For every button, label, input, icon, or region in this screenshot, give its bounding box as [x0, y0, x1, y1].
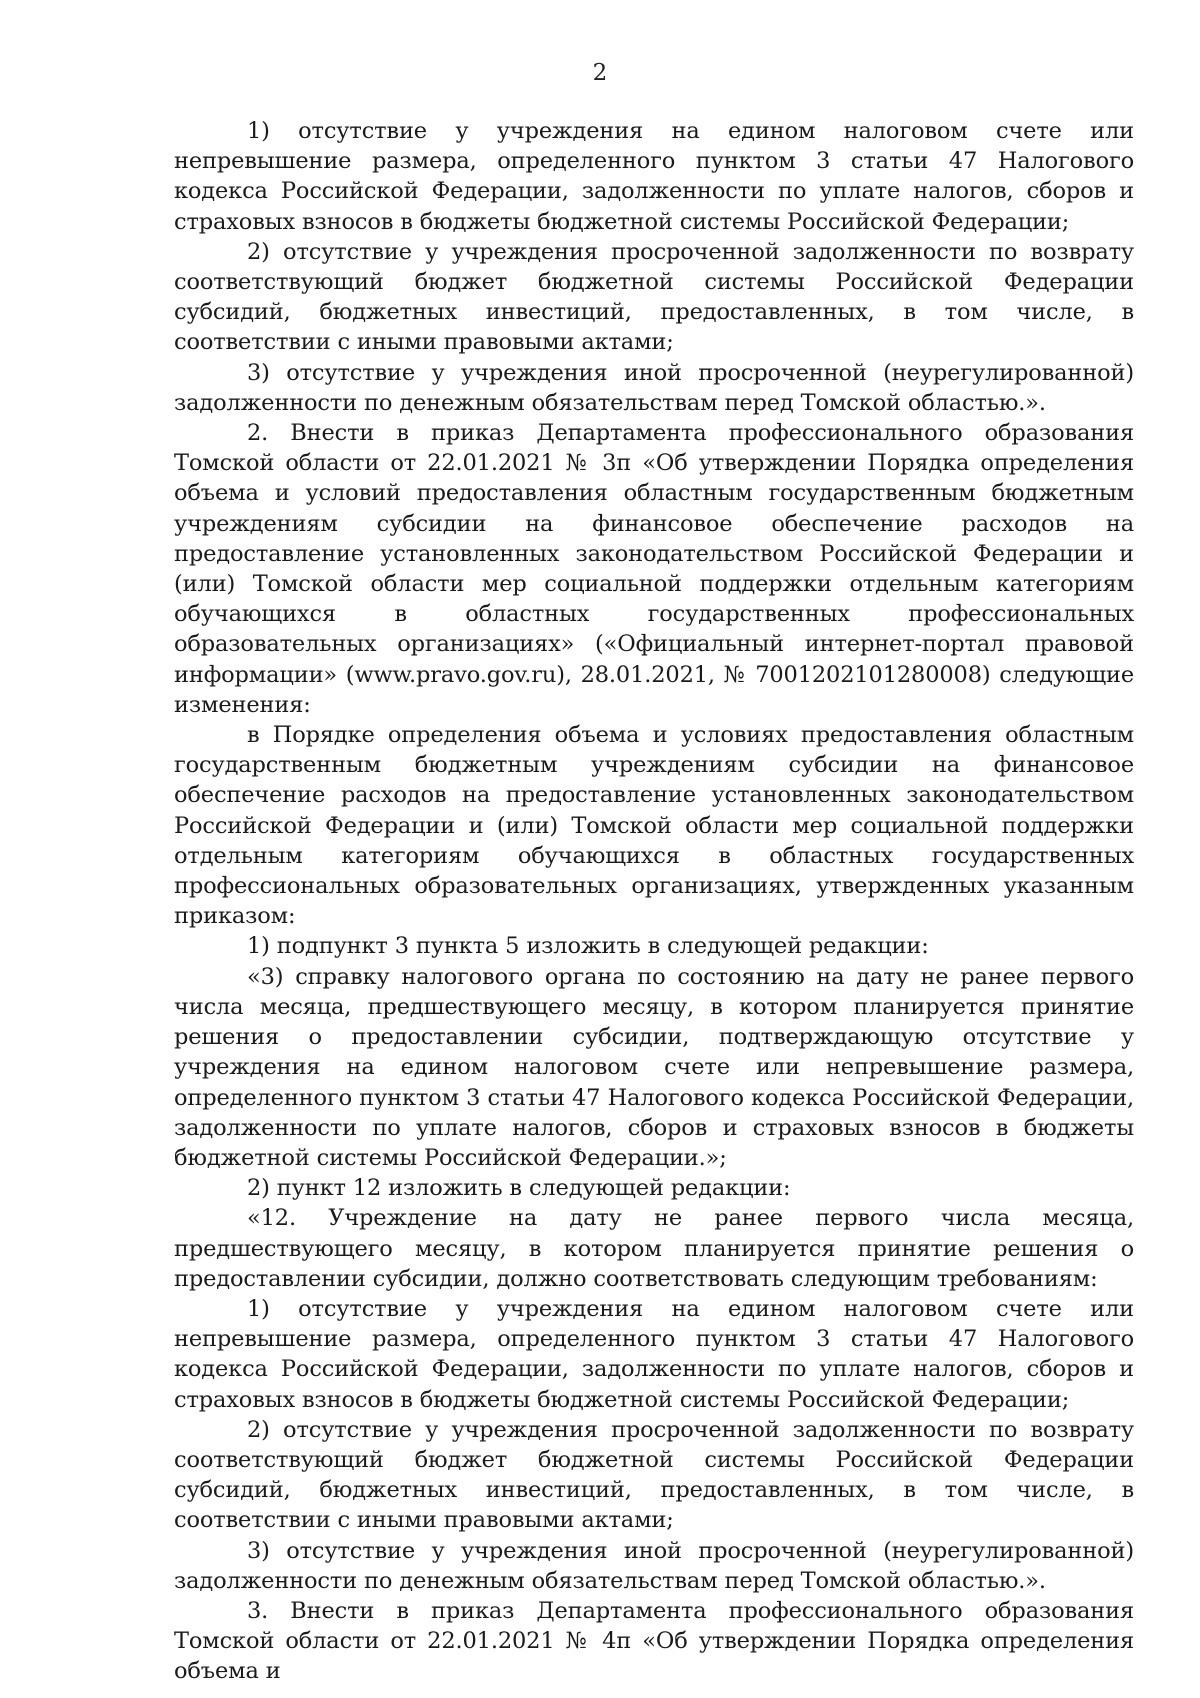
paragraph-item-3-other-debt: 3) отсутствие у учреждения иной просроченной (неурегулированной) задолженности по денежным обязательствам перед Томской областью.».	[174, 359, 1134, 416]
paragraph-req-2-overdue-debt: 2) отсутствие у учреждения просроченной задолженности по возврату соответствующий бюджет бюджетной системы Российской Федерации субсидий, бюджетных инвестиций, предоставленных, в том числе, в соответствии с иными правовыми актами;	[174, 1416, 1134, 1534]
paragraph-procedure-changes: в Порядке определения объема и условиях предоставления областным государственным бюджетным учреждениям субсидии на финансовое обеспечение расходов на предоставление установленных законодательством Российской Федерации и (или) Томской области мер социальной поддержки отдельным категориям обучающихся в областных государственных профессиональных образовательных организациях, утвержденных указанным приказом:	[174, 722, 1134, 930]
paragraph-section-2-order-3p: 2. Внести в приказ Департамента профессионального образования Томской области от 22.01.2021 № 3п «Об утверждении Порядка определения объема и условий предоставления областным государственным бюджетным учреждениям субсидии на финансовое обеспечение расходов на предоставление установленных законодательством Российской Федерации и (или) Томской области мер социальной поддержки отдельным категориям обучающихся в областных государственных профессиональных образовательных организациях» («Официальный интернет-портал правовой информации» (www.pravo.gov.ru), 28.01.2021, № 7001202101280008) следующие изменения:	[174, 420, 1134, 718]
paragraph-req-1-tax-debt: 1) отсутствие у учреждения на едином налоговом счете или непревышение размера, определенного пунктом 3 статьи 47 Налогового кодекса Российской Федерации, задолженности по уплате налогов, сборов и страховых взносов в бюджеты бюджетной системы Российской Федерации;	[174, 1295, 1134, 1413]
paragraph-point-12-text: «12. Учреждение на дату не ранее первого числа месяца, предшествующего месяцу, в котором планируется принятие решения о предоставлении субсидии, должно соответствовать следующим требованиям:	[174, 1205, 1134, 1292]
paragraph-point-12-edit: 2) пункт 12 изложить в следующей редакции:	[247, 1175, 791, 1202]
paragraph-req-3-other-debt: 3) отсутствие у учреждения иной просроченной (неурегулированной) задолженности по денежным обязательствам перед Томской областью.».	[174, 1537, 1134, 1594]
page-number: 2	[592, 60, 608, 86]
paragraph-section-3-order-4p: 3. Внести в приказ Департамента профессионального образования Томской области от 22.01.2021 № 4п «Об утверждении Порядка определения объема и	[174, 1597, 1134, 1685]
paragraph-item-2-overdue-debt: 2) отсутствие у учреждения просроченной задолженности по возврату соответствующий бюджет бюджетной системы Российской Федерации субсидий, бюджетных инвестиций, предоставленных, в том числе, в соответствии с иными правовыми актами;	[174, 238, 1134, 356]
document-body	[174, 116, 1134, 1687]
paragraph-item-1-tax-debt: 1) отсутствие у учреждения на едином налоговом счете или непревышение размера, определенного пунктом 3 статьи 47 Налогового кодекса Российской Федерации, задолженности по уплате налогов, сборов и страховых взносов в бюджеты бюджетной системы Российской Федерации;	[174, 118, 1134, 235]
paragraph-subitem-3-point-5: 1) подпункт 3 пункта 5 изложить в следующей редакции:	[247, 933, 929, 960]
paragraph-tax-certificate: «3) справку налогового органа по состоянию на дату не ранее первого числа месяца, предшествующего месяцу, в котором планируется принятие решения о предоставлении субсидии, подтверждающую отсутствие у учреждения на едином налоговом счете или непревышение размера, определенного пунктом 3 статьи 47 Налогового кодекса Российской Федерации, задолженности по уплате налогов, сборов и страховых взносов в бюджеты бюджетной системы Российской Федерации.»;	[174, 963, 1134, 1171]
